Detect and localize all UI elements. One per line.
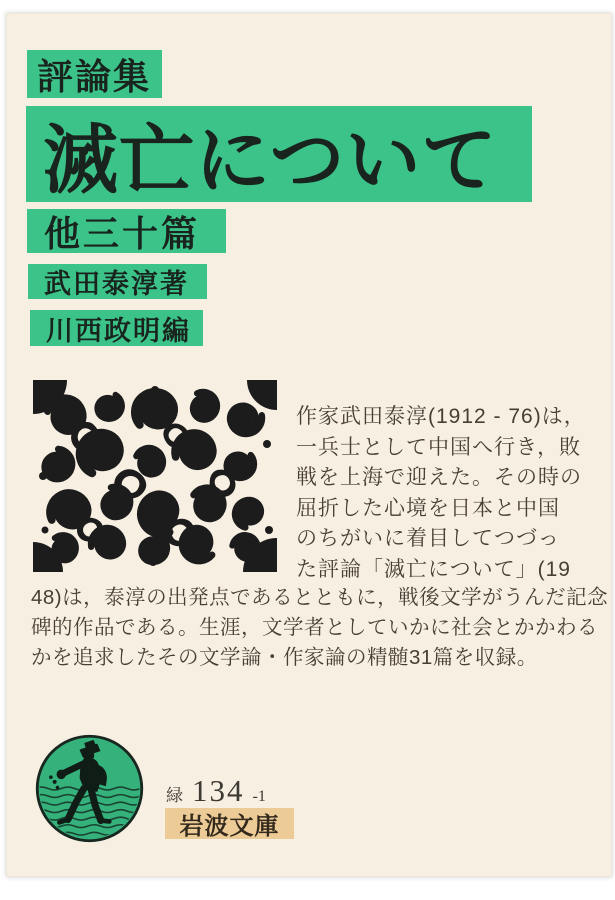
book-cover xyxy=(6,13,612,877)
catalog-number xyxy=(166,773,266,809)
publisher-badge: 岩波文庫 xyxy=(165,808,294,839)
blurb-line: た評論「滅亡について」(19 xyxy=(296,557,571,581)
blurb-line: 作家武田泰淳(1912 - 76)は， xyxy=(296,405,586,428)
blurb-line: 一兵士として中国へ行き，敗 xyxy=(296,435,582,459)
series-color-label: 緑 xyxy=(166,786,184,805)
blurb-line: 碑的作品である。生涯，文学者としていかに社会とかかわる xyxy=(31,616,598,639)
category-label: 評論集 xyxy=(27,50,162,98)
arabesque-pattern-icon xyxy=(33,380,277,572)
blurb-line: 屈折した心境を日本と中国 xyxy=(296,496,560,520)
blurb-line: 48)は，泰淳の出発点であるとともに，戦後文学がうんだ記念 xyxy=(31,586,609,609)
blurb-line: のちがいに着目してつづっ xyxy=(296,527,560,550)
book-title: 滅亡について xyxy=(26,106,532,202)
blurb-line: かを追求したその文学論・作家論の精髄31篇を収録。 xyxy=(31,646,538,669)
catalog-number-main: 134 xyxy=(192,773,245,808)
blurb-fullwidth xyxy=(31,583,609,673)
catalog-number-suffix: -1 xyxy=(252,788,266,805)
editor-name: 川西政明編 xyxy=(30,310,203,346)
book-subtitle: 他三十篇 xyxy=(27,209,226,253)
author-name: 武田泰淳著 xyxy=(28,264,207,299)
blurb-column xyxy=(296,402,608,585)
blurb-line: 戦を上海で迎えた。その時の xyxy=(296,466,582,489)
sower-logo-icon xyxy=(33,732,146,845)
